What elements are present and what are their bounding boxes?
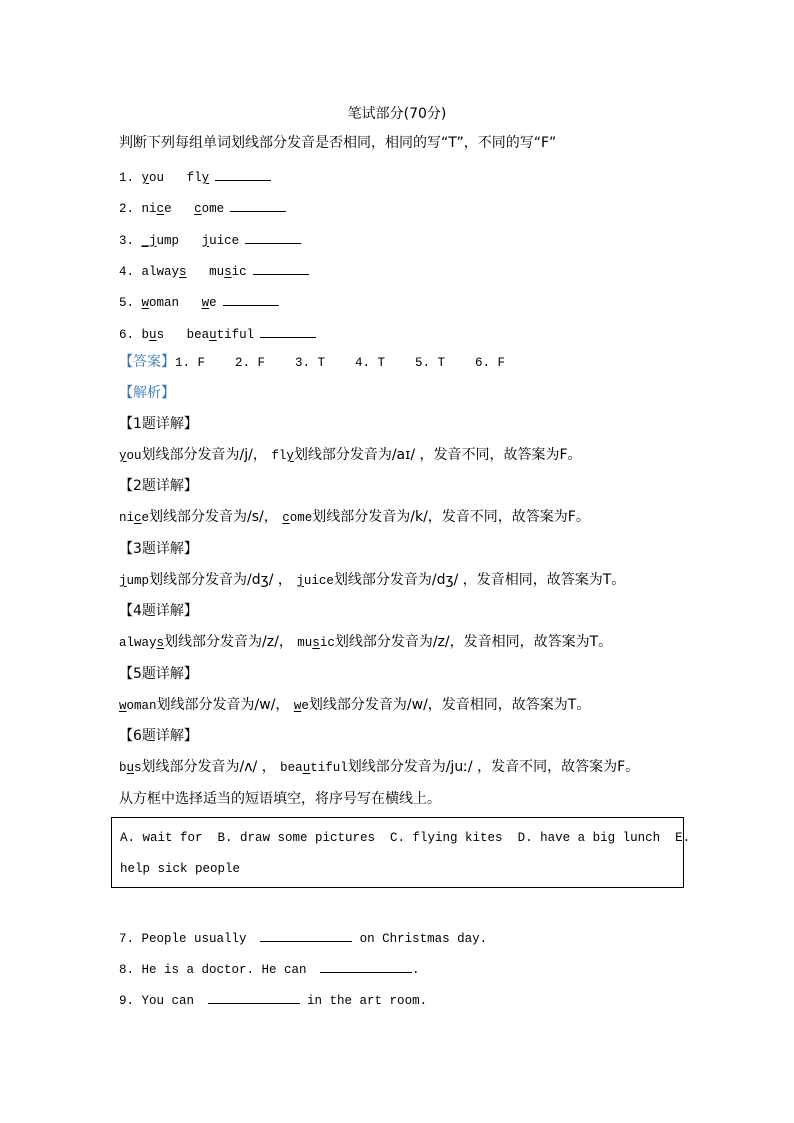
underlined-part: w — [201, 296, 210, 311]
word — [294, 699, 309, 713]
word — [187, 171, 210, 185]
word — [297, 636, 335, 650]
word-part: ump — [156, 233, 180, 248]
answer-blank[interactable] — [245, 231, 301, 244]
underlined-part: j — [119, 573, 127, 588]
word-part: oman — [126, 698, 157, 713]
detail-heading: 【1题详解】 — [119, 416, 198, 432]
explanation-text: 划线部分发音为/aɪ/ ，发音不同，故答案为F。 — [293, 447, 582, 463]
explanation-text: 划线部分发音为/w/，发音相同，故答案为T。 — [308, 696, 591, 713]
word — [119, 574, 149, 588]
question-item — [119, 168, 271, 187]
answer-blank[interactable] — [320, 960, 412, 973]
options-line-1: A. wait for B. draw some pictures C. flying kites D. have a big lunch E. — [120, 831, 691, 845]
underlined-part: c — [194, 202, 202, 217]
detail-heading: 【5题详解】 — [119, 665, 198, 682]
explanation-text: 划线部分发音为/w/， — [156, 696, 290, 713]
question-text: 7. People usually — [119, 932, 247, 946]
word-part: ou — [126, 449, 142, 463]
question-number: 1. — [119, 171, 135, 185]
explanation-text: 划线部分发音为/ʌ/ ， — [141, 759, 276, 775]
underlined-part: s — [179, 264, 187, 279]
detail-explanation — [119, 508, 590, 527]
word — [142, 328, 165, 342]
word-part: s — [156, 327, 165, 342]
underlined-part: s — [312, 636, 320, 651]
analysis-label: 【解析】 — [119, 385, 175, 401]
word-part: oman — [149, 296, 180, 311]
question-item — [119, 325, 316, 344]
word-part: b — [119, 761, 127, 775]
word-part: ou — [149, 171, 165, 185]
word — [142, 296, 180, 310]
explanation-text: 划线部分发音为/juː/ ，发音不同，故答案为F。 — [347, 759, 640, 775]
answer-blank[interactable] — [215, 168, 271, 181]
word — [142, 234, 180, 248]
detail-explanation — [119, 696, 590, 715]
word-part: s — [134, 761, 142, 775]
word-part: bea — [280, 761, 303, 775]
question-item — [119, 199, 286, 218]
word — [142, 171, 165, 185]
word — [119, 761, 142, 775]
explanation-text: 划线部分发音为/z/，发音相同，故答案为T。 — [334, 634, 613, 651]
answer-blank[interactable] — [253, 262, 309, 275]
word-part: tiful — [216, 327, 255, 342]
word — [209, 265, 247, 279]
word — [142, 202, 172, 216]
question-number: 4. — [119, 264, 135, 279]
question-text: . — [412, 963, 420, 977]
word-part: alway — [141, 264, 180, 279]
explanation-text: 划线部分发音为/j/， — [141, 447, 267, 463]
word-part: ni — [141, 202, 157, 217]
underlined-part: y — [119, 449, 127, 463]
underlined-part: u — [149, 327, 157, 342]
answer-blank[interactable] — [230, 199, 286, 212]
word-part: mu — [209, 264, 225, 279]
underlined-part: w — [293, 698, 302, 713]
detail-heading: 【4题详解】 — [119, 603, 198, 620]
word — [194, 202, 224, 216]
answer-line — [119, 353, 505, 372]
explanation-text: 划线部分发音为/dʒ/ ， — [149, 571, 292, 588]
underlined-part: c — [156, 202, 165, 217]
explanation-text: 划线部分发音为/k/，发音不同，故答案为F。 — [312, 509, 590, 526]
answer-blank[interactable] — [208, 991, 300, 1004]
explanation-text: 划线部分发音为/s/， — [149, 509, 278, 526]
word-part: uice — [209, 233, 240, 248]
question-item — [119, 231, 301, 250]
question-number: 6. — [119, 327, 135, 342]
underlined-part: u — [126, 761, 135, 775]
detail-explanation — [119, 633, 612, 652]
question-text: 9. You can — [119, 994, 195, 1008]
options-line-2: help sick people — [120, 862, 241, 876]
word-part: alway — [119, 636, 157, 651]
underlined-part: w — [141, 296, 150, 311]
options-box — [111, 817, 691, 888]
detail-explanation — [119, 446, 582, 465]
answer-blank[interactable] — [260, 325, 316, 338]
word-part: e — [141, 511, 150, 526]
question-number: 5. — [119, 296, 135, 311]
underlined-part: j — [201, 233, 210, 248]
detail-heading: 【3题详解】 — [119, 540, 198, 557]
underlined-part: j — [296, 573, 304, 588]
section2-instruction: 从方框中选择适当的短语填空，将序号写在横线上。 — [119, 791, 441, 807]
word — [142, 265, 187, 279]
detail-heading: 【6题详解】 — [119, 728, 198, 744]
word-part: ump — [126, 573, 150, 588]
underlined-part: y — [286, 449, 294, 463]
word-part: ic — [231, 264, 247, 279]
answer-label: 【答案】 — [119, 354, 175, 370]
word — [202, 296, 217, 310]
underlined-part: u — [209, 327, 217, 342]
word-part: ni — [119, 511, 135, 526]
word-part: b — [141, 327, 150, 342]
question-text: 8. He is a doctor. He can — [119, 963, 307, 977]
explanation-text: 划线部分发音为/dʒ/ ，发音相同，故答案为T。 — [333, 571, 626, 588]
question-item — [119, 293, 279, 312]
detail-explanation — [119, 571, 625, 590]
word — [271, 449, 294, 463]
word — [280, 761, 348, 775]
detail-explanation — [119, 758, 639, 777]
word-part: fl — [271, 449, 287, 463]
word-part: ome — [289, 511, 313, 526]
word — [202, 234, 240, 248]
question-8 — [119, 960, 420, 979]
question-9 — [119, 991, 427, 1010]
explanation-text: 划线部分发音为/z/， — [164, 634, 293, 651]
section1-instruction: 判断下列每组单词划线部分发音是否相同，相同的写“T”，不同的写“F” — [119, 135, 557, 151]
underlined-part: _j — [141, 233, 157, 248]
underlined-part: s — [224, 264, 232, 279]
question-number: 2. — [119, 202, 135, 217]
question-text: on Christmas day. — [359, 932, 488, 946]
word-part: ic — [319, 636, 335, 651]
underlined-part: y — [141, 171, 150, 185]
question-7 — [119, 929, 487, 948]
detail-heading: 【2题详解】 — [119, 478, 198, 495]
answer-blank[interactable] — [223, 293, 279, 306]
word-part: mu — [297, 636, 313, 651]
word-part: bea — [186, 327, 210, 342]
underlined-part: w — [119, 698, 127, 713]
underlined-part: s — [156, 636, 165, 651]
question-text: in the art room. — [307, 994, 428, 1008]
word-part: ome — [201, 202, 225, 217]
word — [187, 328, 255, 342]
word-part: e — [164, 202, 172, 217]
page-title: 笔试部分(70分) — [347, 106, 447, 122]
word-part: tiful — [310, 761, 348, 775]
word-part: e — [301, 698, 309, 713]
word-part: uice — [303, 573, 334, 588]
question-item — [119, 262, 309, 281]
word — [119, 699, 157, 713]
underlined-part: c — [282, 511, 290, 526]
answer-blank[interactable] — [260, 929, 352, 942]
word — [282, 511, 312, 525]
word — [119, 511, 149, 525]
answer-text: 1. F 2. F 3. T 4. T 5. T 6. F — [175, 356, 506, 370]
underlined-part: c — [134, 511, 142, 526]
underlined-part: u — [302, 761, 311, 775]
word — [119, 636, 164, 650]
word-part: fl — [186, 171, 202, 185]
word — [296, 574, 334, 588]
word — [119, 449, 142, 463]
question-number: 3. — [119, 233, 135, 248]
underlined-part: y — [201, 171, 210, 185]
word-part: e — [209, 296, 217, 311]
